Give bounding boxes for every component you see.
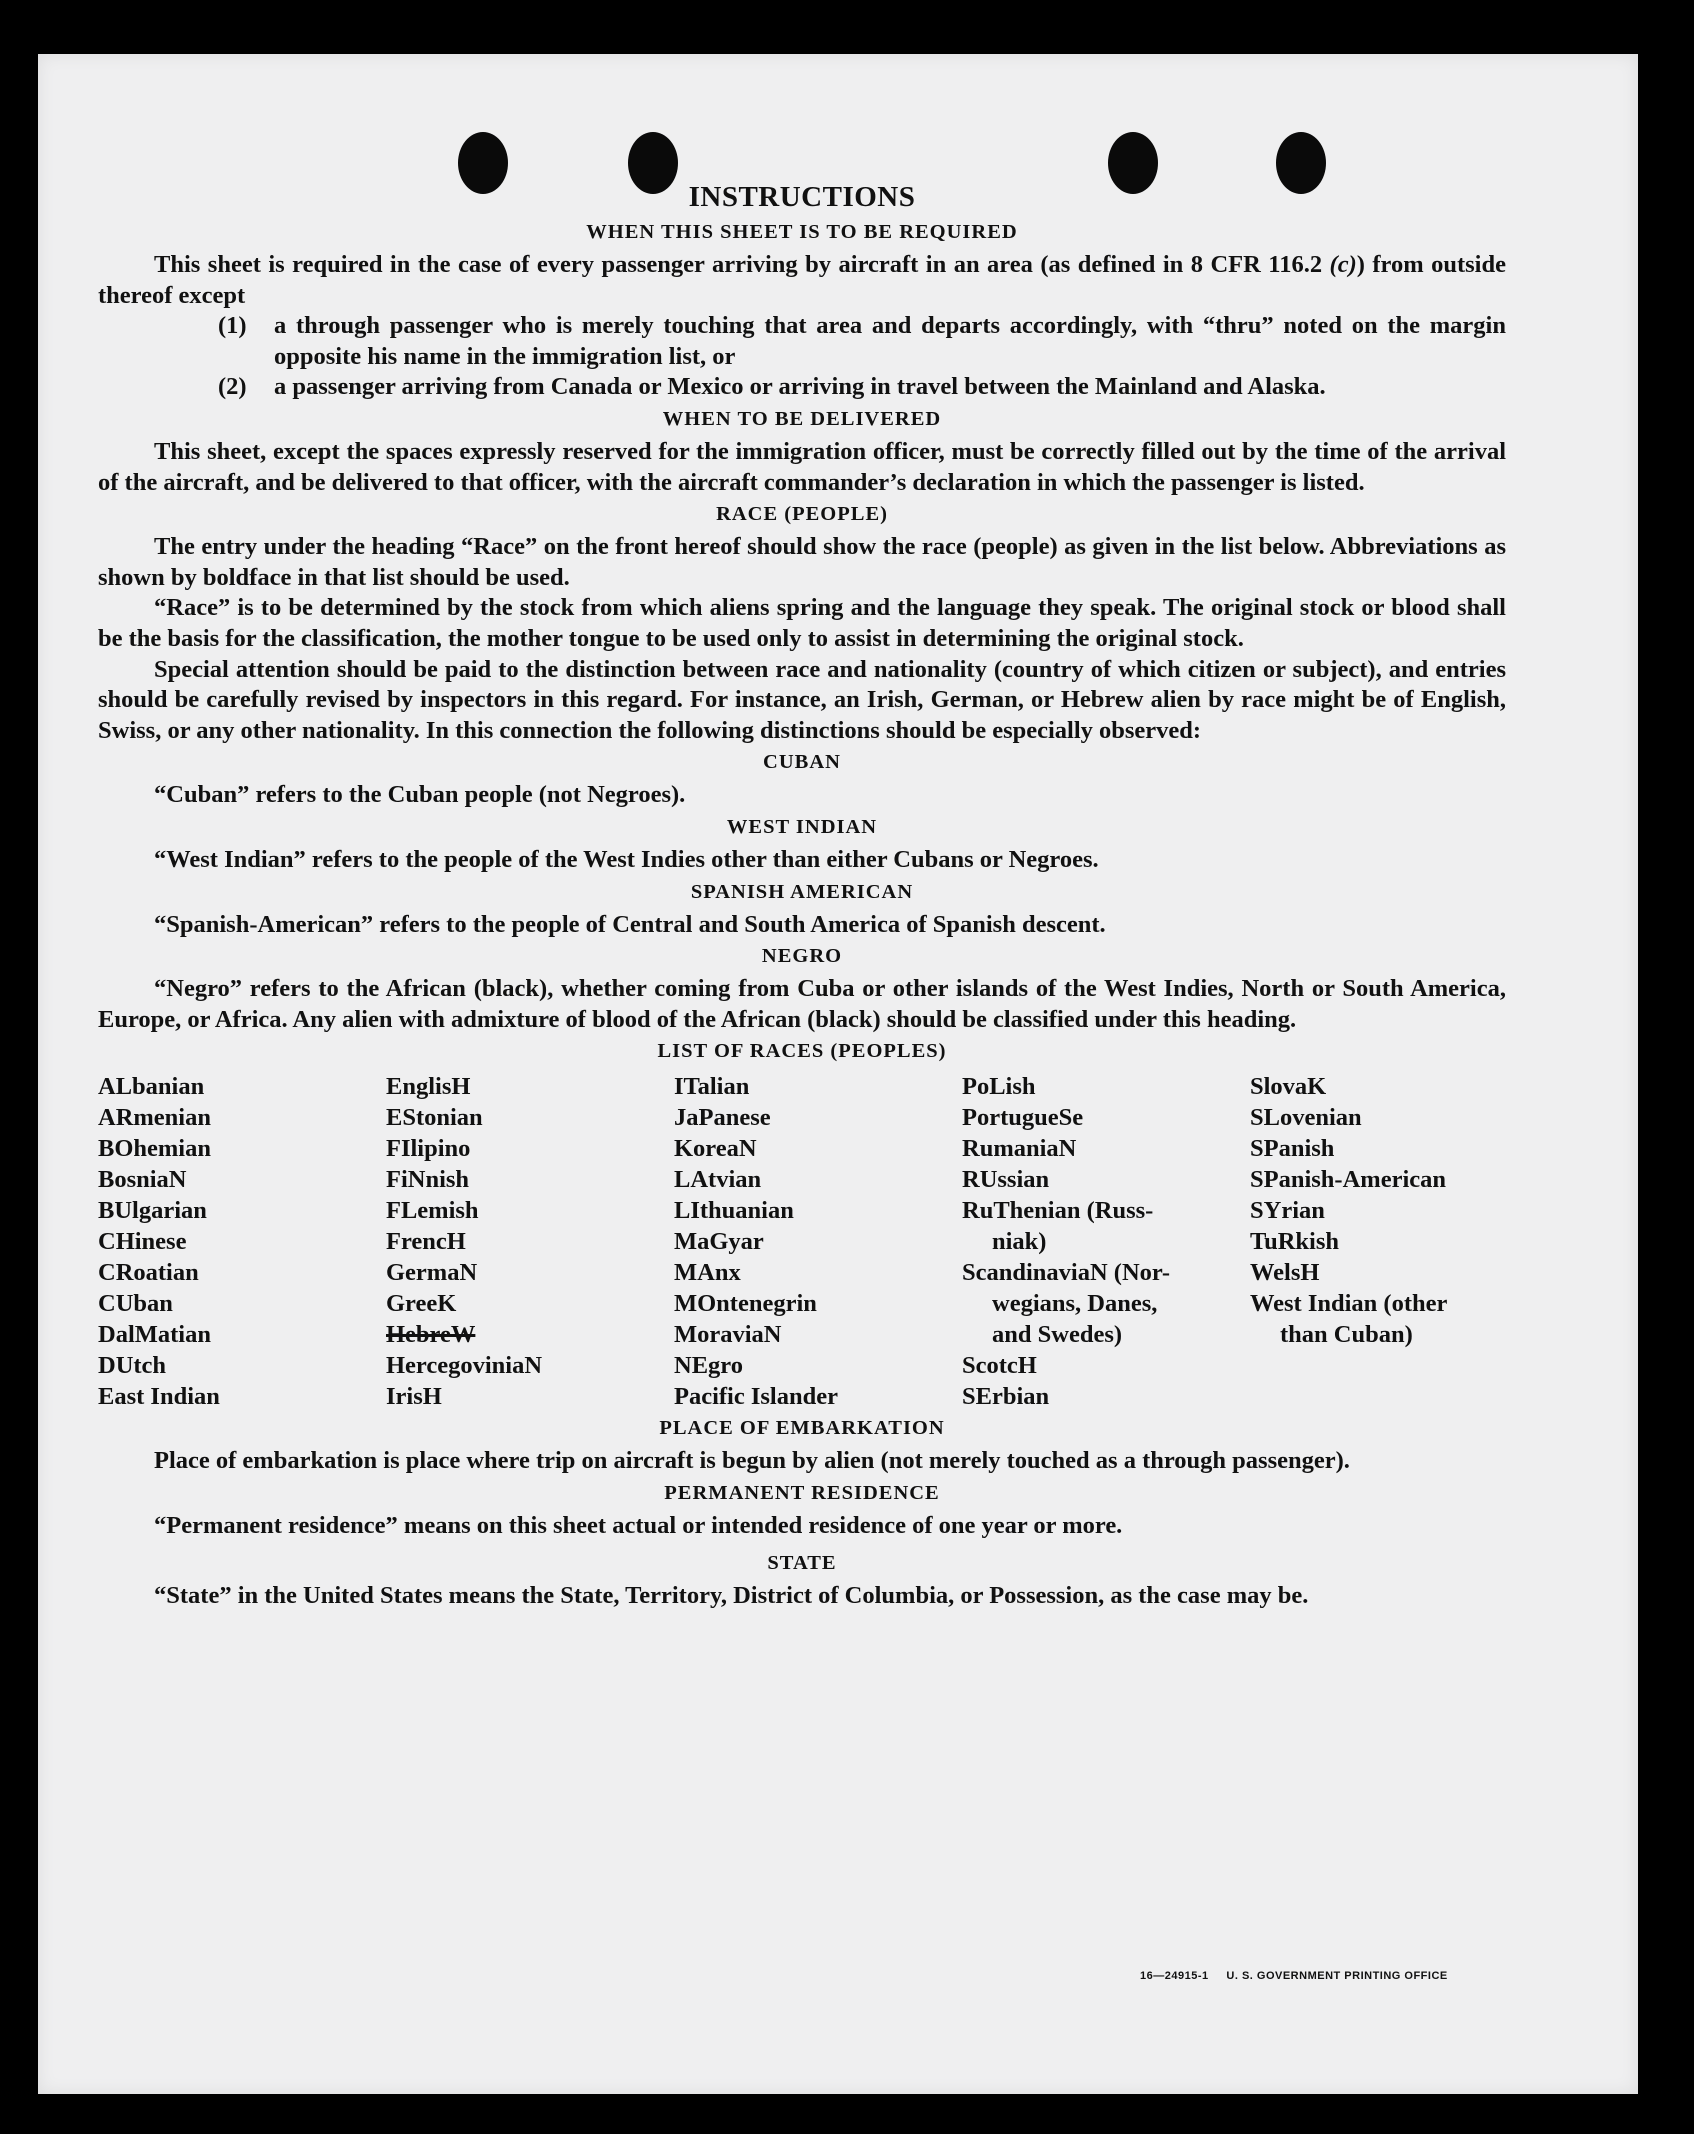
race-item: FiNnish: [386, 1166, 470, 1194]
race-paragraph-2: “Race” is to be determined by the stock from which aliens spring and the language they speak. The original stock or blood shall be the basis for the classification, the mother tongue to be used only to assist in determining the original stock.: [98, 594, 1506, 652]
section-heading-state: STATE: [767, 1552, 837, 1575]
race-item-continued: niak): [992, 1228, 1047, 1256]
race-item: EnglisH: [386, 1073, 471, 1101]
race-item: TuRkish: [1250, 1228, 1340, 1256]
race-item: ALbanian: [98, 1073, 205, 1101]
race-item: ScotcH: [962, 1352, 1037, 1380]
race-item: East Indian: [98, 1383, 220, 1411]
race-p1-text-b: in that list should be used.: [291, 563, 570, 591]
print-footer: [1140, 1970, 1448, 1982]
embarkation-text: Place of embarkation is place where trip on aircraft is begun by alien (not merely touched as a through passenger).: [154, 1447, 1350, 1475]
race-item: MAnx: [674, 1259, 741, 1287]
section-heading-race: RACE (PEOPLE): [716, 503, 888, 526]
printer-line: U. S. GOVERNMENT PRINTING OFFICE: [1226, 1970, 1448, 1982]
race-item: HercegoviniaN: [386, 1352, 543, 1380]
race-item: PoLish: [962, 1073, 1036, 1101]
race-item: SlovaK: [1250, 1073, 1327, 1101]
race-item: NEgro: [674, 1352, 743, 1380]
race-item: GreeK: [386, 1290, 457, 1318]
race-item: MaGyar: [674, 1228, 764, 1256]
item-text: a through passenger who is merely touching that area and departs accordingly, with “thru” noted on the margin opposite his name in the immigration list, or: [274, 312, 1506, 370]
form-code: 16—24915-1: [1140, 1970, 1209, 1982]
race-p1-bold: boldface: [202, 563, 292, 591]
section-heading-delivered: WHEN TO BE DELIVERED: [662, 407, 942, 430]
races-column-3: [674, 1071, 962, 1412]
race-item: BosniaN: [98, 1166, 187, 1194]
negro-text: “Negro” refers to the African (black), whether coming from Cuba or other islands of the West Indies, North or South America, Europe, or Africa. Any alien with admixture of blood of the African (black) should be classified under this heading.: [98, 975, 1506, 1033]
race-item: CHinese: [98, 1228, 187, 1256]
required-intro-c: (c): [1329, 251, 1357, 278]
race-item: BUlgarian: [98, 1197, 207, 1225]
race-item: CUban: [98, 1290, 173, 1318]
required-intro-text-a: This sheet is required in the case of every passenger arriving by aircraft in an area (as defined in 8 CFR 116.2: [154, 251, 1330, 278]
race-item: ScandinaviaN (Nor-: [962, 1259, 1171, 1287]
race-item: MOntenegrin: [674, 1290, 817, 1318]
race-item: KoreaN: [674, 1135, 757, 1163]
residence-text: “Permanent residence” means on this sheet actual or intended residence of one year or more.: [154, 1511, 1123, 1539]
race-item: BOhemian: [98, 1135, 211, 1163]
races-list: [98, 1071, 1506, 1412]
race-item: SPanish: [1250, 1135, 1335, 1163]
item-number: (2): [218, 373, 247, 401]
spanish-american-text: “Spanish-American” refers to the people of Central and South America of Spanish descent.: [154, 910, 1106, 938]
race-item: SLovenian: [1250, 1104, 1362, 1132]
race-item: EStonian: [386, 1104, 483, 1132]
race-item: IrisH: [386, 1383, 442, 1411]
race-item: LAtvian: [674, 1166, 762, 1194]
race-p1-text-a: The entry under the heading “Race” on the front hereof should show the race (people) as given in the list below. Abbreviations as shown by: [98, 533, 1506, 591]
item-number: (1): [218, 312, 247, 340]
race-item: RumaniaN: [962, 1135, 1077, 1163]
race-item: JaPanese: [674, 1104, 771, 1132]
required-item-2: [218, 372, 1506, 403]
races-column-1: [98, 1071, 386, 1412]
section-heading-negro: NEGRO: [761, 945, 843, 968]
race-item: RUssian: [962, 1166, 1050, 1194]
race-item: SYrian: [1250, 1197, 1325, 1225]
race-item: SErbian: [962, 1383, 1050, 1411]
race-item: FLemish: [386, 1197, 479, 1225]
race-item: DUtch: [98, 1352, 167, 1380]
section-heading-west-indian: WEST INDIAN: [726, 815, 878, 838]
item-text: a passenger arriving from Canada or Mexico or arriving in travel between the Mainland and Alaska.: [274, 373, 1326, 401]
races-column-5: [1250, 1071, 1538, 1412]
race-item: PortugueSe: [962, 1104, 1084, 1132]
race-item-continued: than Cuban): [1280, 1321, 1413, 1349]
race-item: GermaN: [386, 1259, 478, 1287]
races-column-2: [386, 1071, 674, 1412]
section-heading-required: WHEN THIS SHEET IS TO BE REQUIRED: [586, 221, 1018, 243]
section-heading-embarkation: PLACE OF EMBARKATION: [659, 1417, 945, 1440]
race-item: LIthuanian: [674, 1197, 794, 1225]
race-item: WelsH: [1250, 1259, 1320, 1287]
race-item-continued: and Swedes): [992, 1321, 1123, 1349]
race-item: CRoatian: [98, 1259, 199, 1287]
required-intro-except: except: [178, 281, 246, 309]
races-column-4: [962, 1071, 1250, 1412]
race-item-struck: HebreW: [386, 1321, 476, 1349]
race-item: RuThenian (Russ-: [962, 1197, 1154, 1225]
race-paragraph-3: Special attention should be paid to the distinction between race and nationality (country of which citizen or subject), and entries should be carefully revised by inspectors in this regard. For instance, an Irish, German, or Hebrew alien by race might be of English, Swiss, or any other nationality. In this connection the following distinctions should be especially observed:: [98, 655, 1506, 744]
section-heading-residence: PERMANENT RESIDENCE: [664, 1481, 940, 1504]
instructions-body: [98, 170, 1506, 1612]
race-item-continued: wegians, Danes,: [992, 1290, 1158, 1318]
race-item: MoraviaN: [674, 1321, 782, 1349]
section-heading-cuban: CUBAN: [763, 751, 841, 774]
required-intro: [98, 250, 1506, 311]
race-item: Pacific Islander: [674, 1383, 838, 1411]
section-heading-list-of-races: LIST OF RACES (PEOPLES): [657, 1040, 947, 1063]
race-item: FrencH: [386, 1228, 466, 1256]
race-item: ITalian: [674, 1073, 750, 1101]
west-indian-text: “West Indian” refers to the people of the West Indies other than either Cubans or Negroes.: [154, 845, 1099, 873]
delivered-text: This sheet, except the spaces expressly reserved for the immigration officer, must be correctly filled out by the time of the arrival of the aircraft, and be delivered to that officer, with the aircraft commander’s declaration in which the passenger is listed.: [98, 437, 1506, 496]
section-heading-spanish-american: SPANISH AMERICAN: [690, 880, 914, 903]
state-text: “State” in the United States means the State, Territory, District of Columbia, or Possession, as the case may be.: [154, 1582, 1309, 1610]
required-item-1: [218, 311, 1506, 372]
race-paragraph-1: [98, 532, 1506, 593]
race-item: FIlipino: [386, 1135, 471, 1163]
cuban-text: “Cuban” refers to the Cuban people (not Negroes).: [154, 781, 686, 809]
race-item: ARmenian: [98, 1104, 211, 1132]
race-item: West Indian (other: [1250, 1290, 1448, 1318]
race-item: SPanish-American: [1250, 1166, 1446, 1194]
required-intro-text-b: ) from outside thereof: [98, 251, 1506, 309]
race-item: DalMatian: [98, 1321, 211, 1349]
page-title: INSTRUCTIONS: [688, 181, 916, 213]
